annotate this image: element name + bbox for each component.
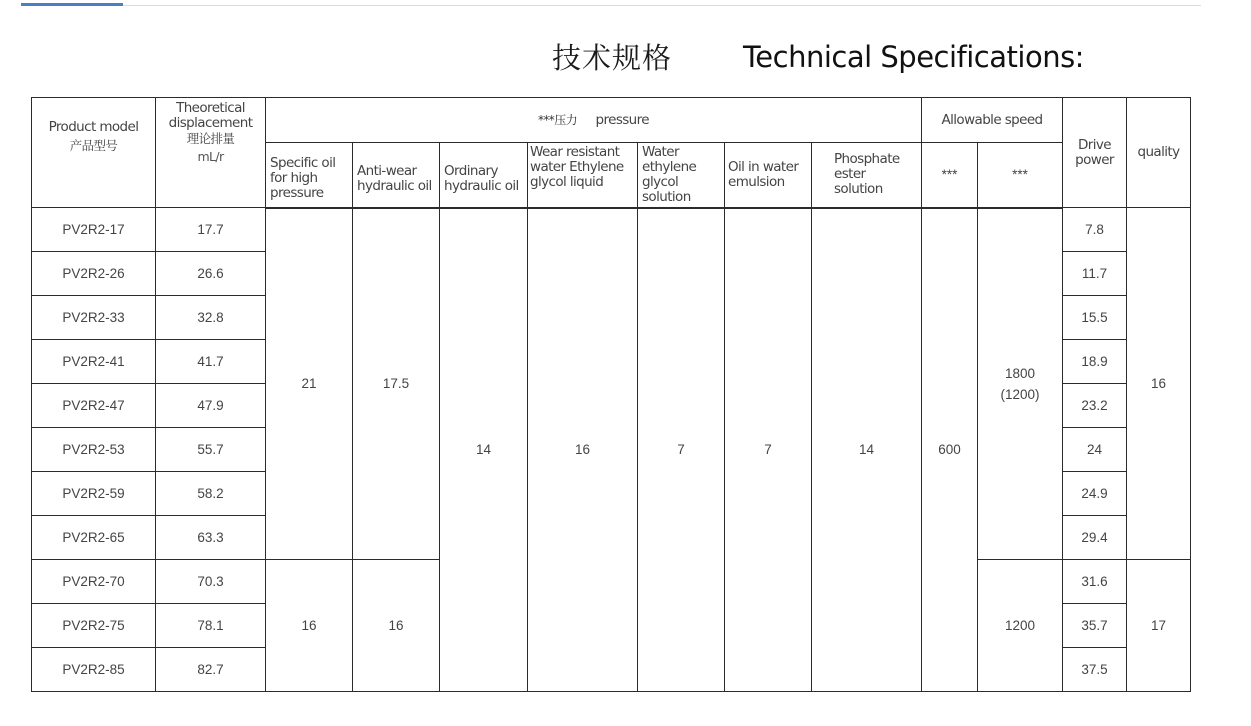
header-wear-resistant-glycol: Wear resistant water Ethylene glycol liquid: [528, 143, 638, 208]
cell-model: PV2R2-85: [32, 648, 156, 692]
header-water-glycol-solution: Water ethylene glycol solution: [638, 143, 725, 208]
cell-specific-oil-group1: 21: [266, 208, 353, 560]
header-displacement: [156, 98, 266, 208]
cell-drive-power: 24: [1063, 428, 1127, 472]
cell-quality-group2: 17: [1127, 560, 1191, 692]
cell-displacement: 70.3: [156, 560, 266, 604]
cell-model: PV2R2-47: [32, 384, 156, 428]
speed-value-alt: (1200): [1000, 386, 1040, 402]
header-displacement-en: Theoretical displacement: [168, 100, 253, 131]
header-product-model-cn: 产品型号: [69, 138, 118, 153]
cell-model: PV2R2-26: [32, 252, 156, 296]
cell-phosphate-ester: 14: [812, 208, 922, 692]
cell-model: PV2R2-65: [32, 516, 156, 560]
header-oil-in-water-emulsion: Oil in water emulsion: [725, 143, 812, 208]
cell-drive-power: 37.5: [1063, 648, 1127, 692]
cell-quality-group1: 16: [1127, 208, 1191, 560]
cell-drive-power: 24.9: [1063, 472, 1127, 516]
cell-displacement: 17.7: [156, 208, 266, 252]
header-pressure-cn: ***压力: [538, 112, 578, 127]
cell-drive-power: 29.4: [1063, 516, 1127, 560]
cell-ordinary-hydraulic: 14: [440, 208, 528, 692]
spec-table: [31, 97, 1191, 692]
cell-displacement: 58.2: [156, 472, 266, 516]
cell-anti-wear-group1: 17.5: [353, 208, 440, 560]
cell-model: PV2R2-41: [32, 340, 156, 384]
cell-drive-power: 35.7: [1063, 604, 1127, 648]
header-phosphate-ester-solution: Phosphate ester solution: [812, 143, 922, 208]
header-quality: quality: [1127, 98, 1191, 208]
cell-displacement: 55.7: [156, 428, 266, 472]
cell-anti-wear-group2: 16: [353, 560, 440, 692]
header-pressure-group: [266, 98, 922, 143]
cell-displacement: 32.8: [156, 296, 266, 340]
cell-drive-power: 23.2: [1063, 384, 1127, 428]
header-speed-col-1: ***: [922, 143, 978, 208]
cell-drive-power: 11.7: [1063, 252, 1127, 296]
header-displacement-unit: mL/r: [197, 149, 224, 164]
header-anti-wear-hydraulic-oil: Anti-wear hydraulic oil: [353, 143, 440, 208]
cell-model: PV2R2-17: [32, 208, 156, 252]
cell-displacement: 82.7: [156, 648, 266, 692]
top-divider: [21, 5, 1201, 6]
speed-value: 1800: [1004, 365, 1036, 381]
header-pressure-en: pressure: [595, 111, 649, 128]
cell-speed-col2-group2: 1200: [978, 560, 1063, 692]
cell-model: PV2R2-59: [32, 472, 156, 516]
active-tab-indicator: [21, 3, 123, 6]
cell-displacement: 78.1: [156, 604, 266, 648]
cell-model: PV2R2-53: [32, 428, 156, 472]
cell-speed-col2-group1: [978, 208, 1063, 560]
cell-displacement: 41.7: [156, 340, 266, 384]
header-product-model: [32, 98, 156, 208]
cell-drive-power: 18.9: [1063, 340, 1127, 384]
page-title-en: Technical Specifications:: [743, 40, 1084, 74]
page-title-cn: 技术规格: [552, 41, 673, 75]
table-row: [32, 208, 1191, 252]
cell-specific-oil-group2: 16: [266, 560, 353, 692]
header-specific-oil-high-pressure: Specific oil for high pressure: [266, 143, 353, 208]
cell-drive-power: 31.6: [1063, 560, 1127, 604]
header-product-model-en: Product model: [48, 119, 139, 135]
cell-wear-resistant-glycol: 16: [528, 208, 638, 692]
cell-displacement: 47.9: [156, 384, 266, 428]
header-drive-power: Drive power: [1063, 98, 1127, 208]
header-displacement-cn: 理论排量: [186, 131, 235, 146]
cell-displacement: 63.3: [156, 516, 266, 560]
header-ordinary-hydraulic-oil: Ordinary hydraulic oil: [440, 143, 528, 208]
cell-drive-power: 7.8: [1063, 208, 1127, 252]
cell-drive-power: 15.5: [1063, 296, 1127, 340]
cell-speed-col1: 600: [922, 208, 978, 692]
cell-displacement: 26.6: [156, 252, 266, 296]
cell-oil-in-water: 7: [725, 208, 812, 692]
cell-model: PV2R2-70: [32, 560, 156, 604]
cell-water-glycol: 7: [638, 208, 725, 692]
cell-model: PV2R2-75: [32, 604, 156, 648]
header-allowable-speed: Allowable speed: [922, 98, 1063, 143]
header-speed-col-2: ***: [978, 143, 1063, 208]
cell-model: PV2R2-33: [32, 296, 156, 340]
